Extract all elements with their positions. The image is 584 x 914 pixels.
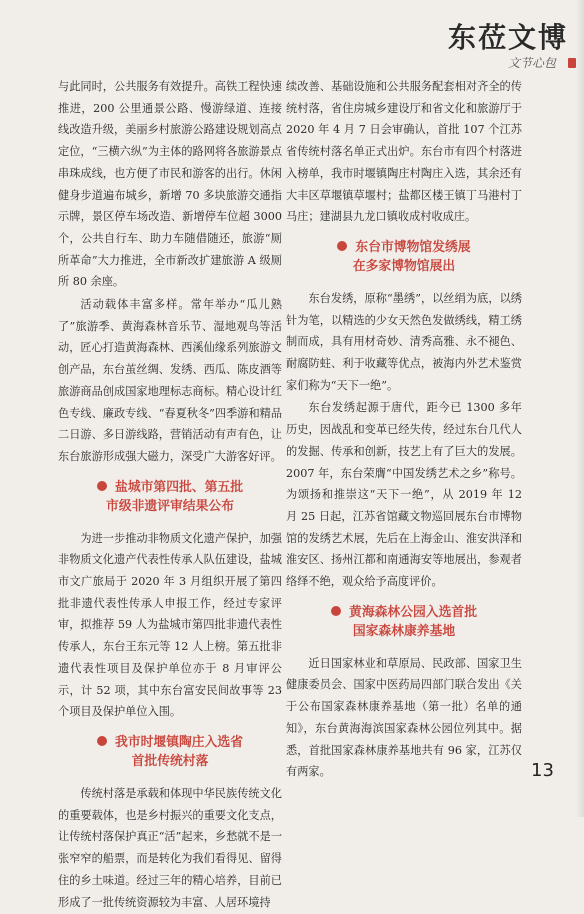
article-paragraph: 传统村落是承载和体现中华民族传统文化的重要载体，也是乡村振兴的重要文化支点，让传统村落保护真正“活”起来，乡愁就不是一张窄窄的船票，而是转化为我们看得见、留得住的乡土味道。经过三年的精心培养，目前已形成了一批传统资源较为丰富、人居环境持: [58, 786, 283, 909]
bullet-dot-icon: [331, 606, 341, 616]
column-logo: [448, 16, 578, 76]
heading-text: 黄海森林公园入选首批: [349, 604, 477, 620]
logo-title: 东莅文博: [448, 21, 569, 54]
logo-signature: 文节心包: [508, 56, 557, 70]
bullet-dot-icon: [97, 481, 107, 491]
page-edge-shadow: [576, 0, 584, 817]
section-heading: [58, 733, 282, 771]
heading-text: 东台市博物馆发绣展: [355, 239, 471, 255]
section-heading: [286, 603, 522, 641]
article-paragraph: 东台发绣起源于唐代，距今已 1300 多年历史，因战乱和变革已经失传，经过东台几代人的发掘、传承和创新，技艺上有了巨大的发展。2007 年，东台荣膺“中国发绣艺术之乡”称号。为颂扬和推崇这“天下一绝”，从 2019 年 12 月 25 日起，江苏省馆藏文物巡回展东台市博物馆的发绣艺术展，先后在上海金山、淮安洪泽和淮安区、扬州江都和南通海安等地展出，参观者络绎不绝，观众给予高度评价。: [286, 401, 522, 589]
bullet-dot-icon: [337, 241, 347, 251]
heading-text: 市级非遗评审结果公布: [106, 498, 234, 514]
bullet-dot-icon: [97, 736, 107, 746]
article-paragraph: 续改善、基础设施和公共服务配套相对齐全的传统村落，省住房城乡建设厅和省文化和旅游厅于 2020 年 4 月 7 日会审确认，首批 107 个江苏省传统村落名单正式出炉。东台市有四个村落进入榜单，我市时堰镇陶庄村陶庄入选，其余还有大丰区草堰镇草堰村；盐都区楼王镇丁马港村丁马庄；建湖县九龙口镇收成村收成庄。: [286, 80, 522, 224]
heading-text: 在多家博物馆展出: [352, 258, 456, 274]
heading-text: 首批传统村落: [131, 753, 209, 769]
article-paragraph: 为进一步推动非物质文化遗产保护，加强非物质文化遗产代表性传承人队伍建设，盐城市文广旅局于 2020 年 3 月组织开展了第四批非遗代表性传承人申报工作，经过专家评审，拟推荐 59 人为盐城市第四批非遗代表性传承人，东台王东元等 12 人上榜。第五批非遗代表性项目及保护单位亦于 8 月审评公示，计 52 项，其中东台富安民间故事等 23 个项目及保护单位入围。: [58, 531, 282, 719]
right-column: [286, 76, 522, 784]
section-heading: [58, 478, 282, 516]
left-column: [58, 76, 282, 914]
seal-stamp-icon: [568, 58, 576, 68]
article-paragraph: 东台发绣，原称“墨绣”，以丝绢为底，以绣针为笔，以精选的少女天然色发做绣线，精工绣制而成，具有用材奇妙、清秀高雅、永不褪色、耐腐防蛀、利于收藏等优点，被海内外艺术鉴赏家们称为“天下一绝”。: [286, 291, 522, 392]
article-paragraph: 与此同时，公共服务有效提升。高铁工程快速推进，200 公里通景公路、慢游绿道、连接线改造升级，美丽乡村旅游公路建设规划高点定位，“三横六纵”为主体的路网将各旅游景点串珠成线，也方便了市民和游客的出行。休闲健身步道遍布城乡，新增 70 多块旅游交通指示牌，景区停车场改造、新增停车位超 3000 个，公共自行车、助力车随借随还，旅游“厕所革命”大力推进，全市新改扩建旅游 A 级厕所 80 余座。: [58, 80, 283, 289]
page-number: 13: [531, 760, 554, 781]
section-heading: [286, 238, 522, 276]
article-paragraph: 活动载体丰富多样。常年举办“瓜儿熟了”旅游季、黄海森林音乐节、湿地观鸟等活动，匠心打造黄海森林、西溪仙缘系列旅游文创产品，东台茧丝绸、发绣、西瓜、陈皮酒等旅游商品创成国家地理标志商标。精心设计红色专线、廉政专线、“春夏秋冬”四季游和精品二日游、多日游线路，营销活动有声有色，让东台旅游形成强大磁力，深受广大游客好评。: [58, 298, 283, 463]
heading-text: 我市时堰镇陶庄入选省: [115, 734, 243, 750]
article-paragraph: 近日国家林业和草原局、民政部、国家卫生健康委员会、国家中医药局四部门联合发出《关于公布国家森林康养基地（第一批）名单的通知》，东台黄海海滨国家森林公园位列其中。据悉，首批国家森林康养基地共有 96 家，江苏仅有两家。: [286, 656, 522, 779]
heading-text: 盐城市第四批、第五批: [115, 479, 243, 495]
heading-text: 国家森林康养基地: [352, 623, 456, 639]
